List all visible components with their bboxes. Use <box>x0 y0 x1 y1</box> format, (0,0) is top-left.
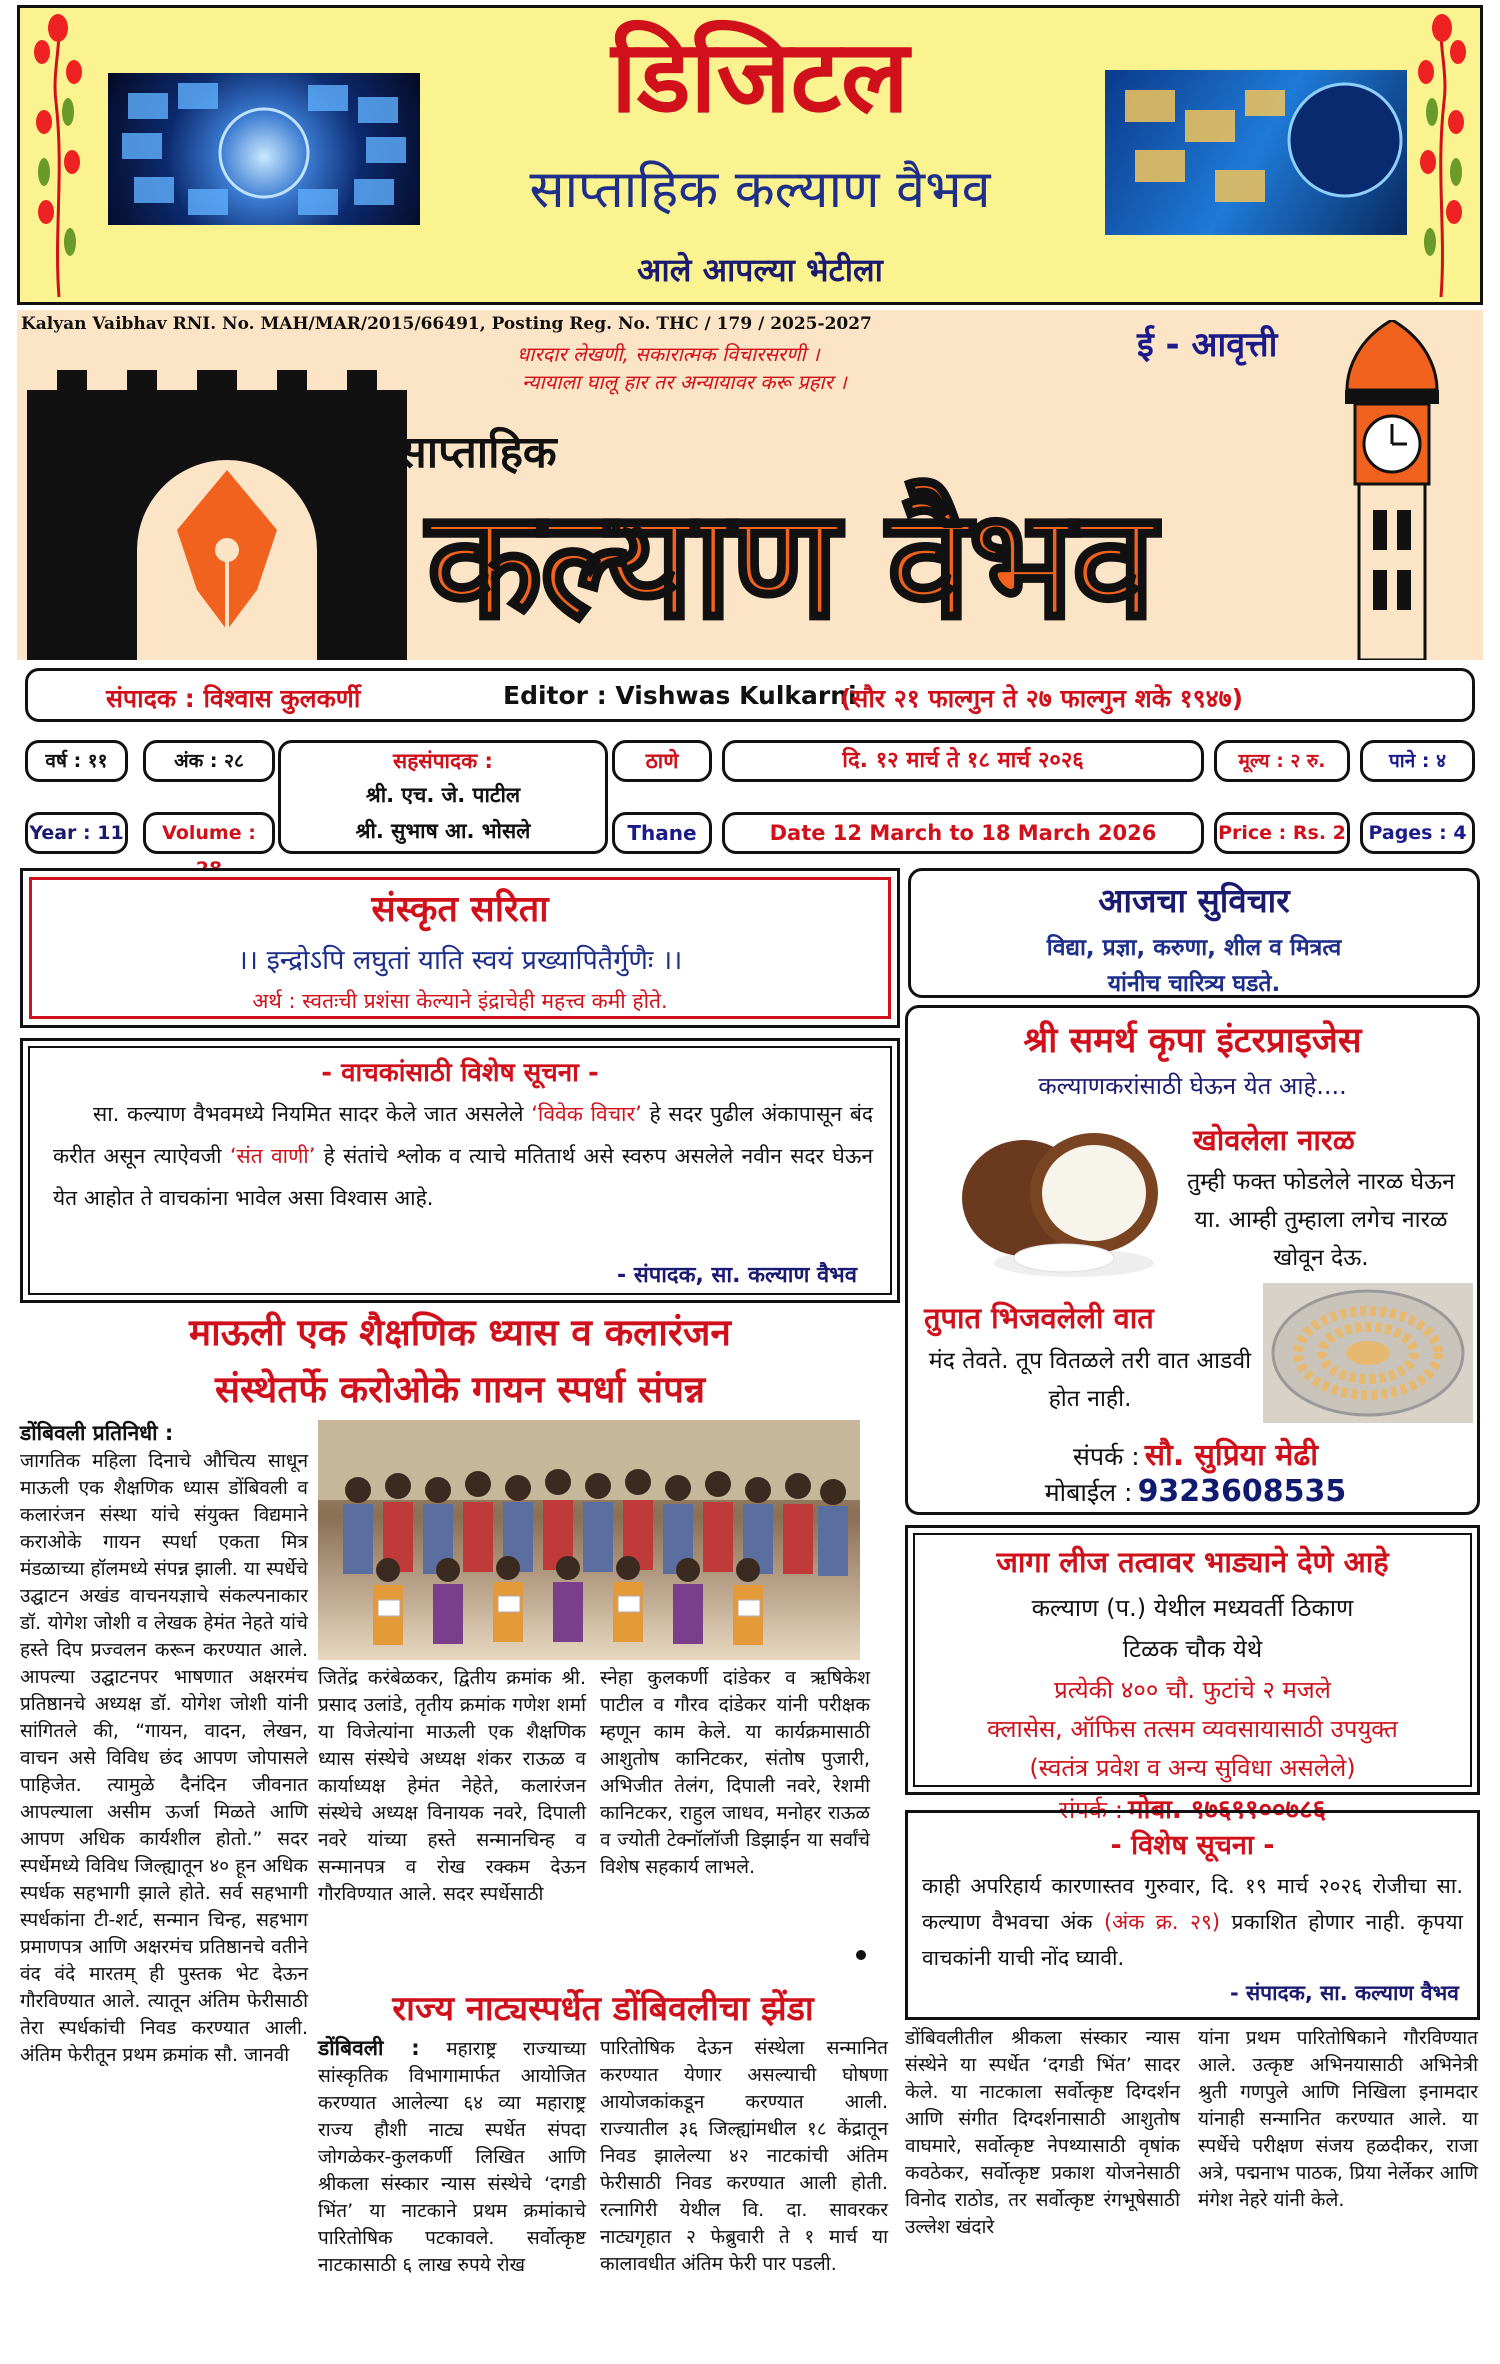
article2-col-4: यांना प्रथम पारितोषिकाने गौरविण्यात आले. उत्कृष्ट अभिनयासाठी अभिनेत्री श्रुती गणपुले आणि निखिला इनामदार यांनाही सन्मानित करण्यात आले. या स्पर्धेचे परीक्षण संजय हळदीकर, राजा अत्रे, पद्मनाभ पाठक, प्रिया नेर्लेकर आणि मंगेश नेहरे यांनी केले. <box>1198 2027 1478 2211</box>
notice2-text-1: काही अपरिहार्य कारणास्तव गुरुवार, दि. १९ मार्च २०२६ रोजीचा सा. कल्याण वैभवचा अंक <box>922 1874 1463 1934</box>
special-notice <box>905 1810 1480 2020</box>
logo-small-text: साप्ताहिक <box>397 427 557 478</box>
sanskrit-shlok: ।। इन्द्रोऽपि लघुतां याति स्वयं प्रख्यापितैर्गुणैः ।। <box>237 945 683 976</box>
ad2-line-4: क्लासेस, ऑफिस तत्सम व्यवसायासाठी उपयुक्त <box>987 1715 1398 1743</box>
sanskrit-title: संस्कृत सरिता <box>371 889 549 930</box>
article1-col-1 <box>20 1420 308 2069</box>
ad1-subtitle: कल्याणकरांसाठी घेऊन येत आहे.... <box>1038 1072 1347 1100</box>
info-pages-mr: पाने : ४ <box>1360 740 1475 782</box>
logo-big-text: कल्याण वैभव <box>427 478 1154 652</box>
notice-highlight-2: ‘संत वाणी’ <box>229 1144 316 1168</box>
ad1-mobile-label: मोबाईल : <box>1044 1478 1133 1507</box>
editor-shake-date: (सौर २१ फाल्गुन ते २७ फाल्गुन शके १९४७) <box>840 684 1244 713</box>
digital-screens-image <box>108 73 420 225</box>
info-date-en: Date 12 March to 18 March 2026 <box>722 812 1204 854</box>
ad1-heading-1: खोवलेला नारळ <box>1193 1123 1355 1157</box>
ad1-mobile: 9323608535 <box>1137 1474 1347 1509</box>
article1-col-1-text: जागतिक महिला दिनाचे औचित्य साधून माऊली एक शैक्षणिक ध्यास डोंबिवली व कलारंजन संस्था यांचे संयुक्त विद्यमाने कराओके गायन स्पर्धा एकता मित्र मंडळाच्या हॉलमध्ये संपन्न झाली. या स्पर्धेचे उद्घाटन अखंड वाचनयज्ञाचे संकल्पनाकार डॉ. योगेश जोशी व लेखक हेमंत नेहते यांचे हस्ते दिप प्रज्वलन करून करण्यात आले. आपल्या उद्घाटनपर भाषणात अक्षरमंच प्रतिष्ठानचे अध्यक्ष डॉ. योगेश जोशी यांनी सांगितले की, “गायन, वादन, लेखन, वाचन असे विविध छंद आपण जोपासले पाहिजेत. त्यामुळे दैनंदिन जीवनात आपल्याला असीम ऊर्जा मिळते आणि आपण अधिक कार्यशील होतो.” सदर स्पर्धेमध्ये विविध जिल्ह्यातून ४० हून अधिक स्पर्धक सहभागी झाले होते. सर्व सहभागी स्पर्धकांना टी-शर्ट, सन्मान चिन्ह, सहभाग प्रमाणपत्र आणि अक्षरमंच प्रतिष्ठानचे वतीने वंद वंदे मारतम् ही पुस्तक भेट देऊन गौरविण्यात आले. त्यातून अंतिम फेरीसाठी तेरा स्पर्धकांची निवड करण्यात आली. अंतिम फेरीतून प्रथम क्रमांक सौ. जानवी <box>20 1450 308 2066</box>
registration-text: Kalyan Vaibhav RNI. No. MAH/MAR/2015/66491, Posting Reg. No. THC / 179 / 2025-2027 <box>21 314 872 334</box>
ad2-line-1: कल्याण (प.) येथील मध्यवर्ती ठिकाण <box>1031 1594 1354 1622</box>
flower-ornament-left <box>24 12 94 302</box>
sanskrit-meaning: अर्थ : स्वतःची प्रशंसा केल्याने इंद्राचेही महत्त्व कमी होते. <box>252 989 668 1013</box>
ad2-line-3: प्रत्येकी ४०० चौ. फुटांचे २ मजले <box>1054 1676 1331 1704</box>
suvichar-title: आजचा सुविचार <box>1098 881 1290 920</box>
editor-bar <box>25 668 1475 722</box>
digital-earth-image <box>1105 70 1407 235</box>
notice-sign: - संपादक, सा. कल्याण वैभव <box>617 1263 857 1288</box>
ad2-contact: मोबा. ९७६९१००७८६ <box>1128 1795 1327 1825</box>
editor-english: Editor : Vishwas Kulkarni <box>503 681 857 710</box>
ad2-title: जागा लीज तत्वावर भाड्याने देणे आहे <box>996 1545 1389 1579</box>
info-price-en: Price : Rs. 2 <box>1214 812 1350 854</box>
info-price-mr: मूल्य : २ रु. <box>1214 740 1350 782</box>
notice-body <box>53 1093 873 1219</box>
article1-headline-2: संस्थेतर्फे करोओके गायन स्पर्धा संपन्न <box>214 1368 706 1411</box>
suvichar-line-2: यांनीच चारित्र्य घडते. <box>1107 971 1281 997</box>
notice-text-1: सा. कल्याण वैभवमध्ये नियमित सादर केले जात असलेले <box>93 1102 532 1126</box>
group-photo <box>318 1420 860 1660</box>
notice-text-2: हे सदर पुढील अंकापासून बंद करीत असून त्याऐवजी <box>53 1102 873 1168</box>
article2-col-2: पारितोषिक देऊन संस्थेला सन्मानित करण्यात येणार असल्याची घोषणा आयोजकांकडून करण्यात आली. राज्यातील ३६ जिल्ह्यांमधील १८ केंद्रातून निवड झालेल्या ४२ नाटकांची अंतिम फेरीसाठी निवड करण्यात आली होती. रत्नागिरी येथील वि. दा. सावरकर नाट्यगृहात २ फेब्रुवारी ते १ मार्च या कालावधीत अंतिम फेरी पार पडली. <box>600 2037 888 2275</box>
notice-highlight-1: ‘विवेक विचार’ <box>531 1102 642 1126</box>
notice2-highlight: (अंक क्र. २९) <box>1103 1910 1221 1934</box>
flower-ornament-right <box>1406 12 1476 302</box>
info-varsh: वर्ष : ११ <box>25 740 128 782</box>
info-pages-en: Pages : 4 <box>1360 812 1475 854</box>
article2-col-1 <box>318 2035 586 2279</box>
ad1-text-1: तुम्ही फक्त फोडलेले नारळ घेऊन या. आम्ही तुम्हाला लगेच नारळ खोवून देऊ. <box>1187 1169 1455 1271</box>
ghee-wicks-image <box>1263 1283 1473 1423</box>
info-city-mr: ठाणे <box>612 740 712 782</box>
info-city-en: Thane <box>612 812 712 854</box>
ad1-contact-label: संपर्क : <box>1073 1442 1140 1471</box>
article2-col-3: डोंबिवलीतील श्रीकला संस्कार न्यास संस्थेने या स्पर्धेत ‘दगडी भिंत’ सादर केले. या नाटकाला सर्वोत्कृष्ट दिग्दर्शन आणि संगीत दिग्दर्शनासाठी आशुतोष वाघमारे, सर्वोत्कृष्ट नेपथ्यासाठी वृषांक कवठेकर, सर्वोत्कृष्ट प्रकाश योजनेसाठी विनोद राठोड, तर सर्वोत्कृष्ट रंगभूषेसाठी उल्लेश खंदारे <box>905 2027 1180 2238</box>
notice2-sign: - संपादक, सा. कल्याण वैभव <box>1229 1981 1459 2005</box>
masthead-subtitle: साप्ताहिक कल्याण वैभव <box>529 160 991 220</box>
coconut-image <box>944 1113 1174 1283</box>
end-dot <box>856 1950 866 1960</box>
sah-label: सहसंपादक : <box>393 749 493 773</box>
masthead-tagline: आले आपल्या भेटीला <box>637 251 883 289</box>
motto-line-2: न्यायाला घालू हार तर अन्यायावर करू प्रहार । <box>522 370 847 394</box>
ad1-text-2: मंद तेवते. तूप वितळले तरी वात आडवी होत नाही. <box>928 1348 1252 1412</box>
info-date-mr: दि. १२ मार्च ते १८ मार्च २०२६ <box>722 740 1204 782</box>
motto-line-1: धारदार लेखणी, सकारात्मक विचारसरणी । <box>517 342 820 366</box>
article2-headline: राज्य नाट्यस्पर्धेत डोंबिवलीचा झेंडा <box>392 1989 814 2029</box>
clock-tower-icon <box>1307 320 1477 660</box>
ad-samarth <box>905 1005 1480 1515</box>
article1-dateline: डोंबिवली प्रतिनिधी : <box>20 1421 174 1445</box>
readers-notice <box>20 1038 900 1303</box>
notice-text-3: हे संतांचे श्लोक व त्याचे मतितार्थ असे स्वरुप असलेले नवीन सदर घेऊन येत आहोत ते वाचकांना भावेल असा विश्वास आहे. <box>53 1144 873 1210</box>
logo-banner <box>17 310 1483 660</box>
ad1-contact-name: सौ. सुप्रिया मेढी <box>1144 1438 1318 1473</box>
masthead <box>17 5 1483 305</box>
ad-lease <box>905 1525 1480 1825</box>
article2-dateline: डोंबिवली : <box>318 2036 420 2060</box>
notice-title: - वाचकांसाठी विशेष सूचना - <box>321 1058 599 1088</box>
article1-headline-1: माऊली एक शैक्षणिक ध्यास व कलारंजन <box>189 1311 731 1354</box>
ad1-heading-2: तुपात भिजवलेली वात <box>924 1301 1154 1335</box>
info-year-en: Year : 11 <box>25 812 128 854</box>
article1-col-3: स्नेहा कुलकर्णी दांडेकर व ऋषिकेश पाटील व गौरव दांडेकर यांनी परीक्षक म्हणून काम केले. या कार्यक्रमासाठी आशुतोष कानिटकर, संतोष पुजारी, अभिजीत तेलंग, दिपाली नवरे, रेशमी कानिटकर, राहुल जाधव, मनोहर राऊळ व ज्योती टेक्नॉलॉजी डिझाईन या सर्वांचे विशेष सहकार्य लाभले. <box>600 1667 870 1878</box>
sah-name-2: श्री. सुभाष आ. भोसले <box>355 819 531 843</box>
ad1-contact-row <box>908 1433 1483 1474</box>
article2-col-1-text: महाराष्ट्र राज्याच्या सांस्कृतिक विभागामार्फत आयोजित करण्यात आलेल्या ६४ व्या महाराष्ट्र राज्य हौशी नाट्य स्पर्धेत संपदा जोगळेकर-कुलकर्णी लिखित आणि श्रीकला संस्कार न्यास संस्थेचे ‘दगडी भिंत’ या नाटकाने प्रथम क्रमांकाचे पारितोषिक पटकावले. सर्वोत्कृष्ट नाटकासाठी ६ लाख रुपये रोख <box>318 2038 586 2276</box>
notice2-title: - विशेष सूचना - <box>1110 1830 1275 1861</box>
info-sahsampadak <box>278 740 608 854</box>
suvichar-line-1: विद्या, प्रज्ञा, करुणा, शील व मित्रत्व <box>1046 935 1342 961</box>
fort-gate-icon <box>27 360 427 660</box>
info-ank: अंक : २८ <box>143 740 275 782</box>
ad1-title: श्री समर्थ कृपा इंटरप्राइजेस <box>1023 1021 1362 1061</box>
edition-label: ई - आवृत्ती <box>1137 325 1278 365</box>
article1-col-2: जितेंद्र करंबेळकर, द्वितीय क्रमांक श्री. प्रसाद उलांडे, तृतीय क्रमांक गणेश शर्मा या विजेत्यांना माऊली एक शैक्षणिक ध्यास संस्थेचे अध्यक्ष शंकर राऊळ व कार्याध्यक्ष हेमंत नेहेते, कलारंजन संस्थेचे अध्यक्ष विनायक नवरे, दिपाली नवरे यांच्या हस्ते सन्मानचिन्ह व सन्मानपत्र व रोख रक्कम देऊन गौरविण्यात आले. सदर स्पर्धेसाठी <box>318 1667 586 1905</box>
ad2-contact-label: संपर्क : <box>1058 1796 1123 1824</box>
suvichar-box <box>908 868 1480 998</box>
ad1-mobile-row <box>908 1474 1483 1509</box>
editor-marathi: संपादक : विश्वास कुलकर्णी <box>106 684 361 713</box>
ad2-line-2: टिळक चौक येथे <box>1122 1635 1263 1663</box>
sanskrit-box <box>20 868 900 1028</box>
notice2-text-2: प्रकाशित होणार नाही. कृपया वाचकांनी याची नोंद घ्यावी. <box>922 1910 1463 1970</box>
notice2-body <box>922 1868 1463 1976</box>
info-volume-en: Volume : 28 <box>143 812 275 854</box>
sah-name-1: श्री. एच. जे. पाटील <box>365 783 521 807</box>
ad2-line-5: (स्वतंत्र प्रवेश व अन्य सुविधा असलेले) <box>1029 1754 1356 1782</box>
masthead-title: डिजिटल <box>611 17 909 135</box>
